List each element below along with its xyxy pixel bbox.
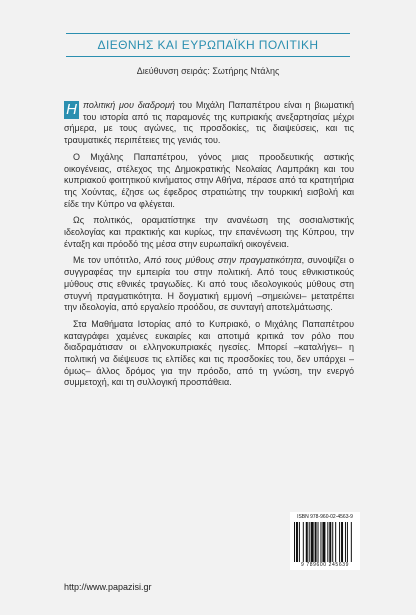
blurb-paragraph-4: Με τον υπότιτλο, Από τους μύθους στην πραγματικότητα, συνοψίζει ο συγγραφέας την εμπειρία του στην πολιτική. Από τους εθνικιστικούς μύθους στις εθνικές τραγωδίες. Κι από τους ιδεολογικούς μύθους στη στυγνή πραγματικότητα. Η δογματική εμμονή –σημειώνει– μετατρέπει την ιδεολογία, από εργαλείο προόδου, σε συνταγή αποτελμάτωσης. bbox=[64, 255, 355, 313]
barcode-bars-icon bbox=[294, 522, 356, 562]
isbn-barcode bbox=[290, 512, 360, 570]
blurb-paragraph-3: Ως πολιτικός, οραματίστηκε την ανανέωση της σοσιαλιστικής ιδεολογίας και πρακτικής και κυρίως, την επανένωση της Κύπρου, την ένταξη και πρόοδό της μέσα στην ευρωπαϊκή οικογένεια. bbox=[64, 215, 354, 249]
series-editor: Διεύθυνση σειράς: Σωτήρης Ντάλης bbox=[136, 66, 280, 76]
book-title-italic: πολιτική μου διαδρομή bbox=[83, 100, 175, 110]
blurb-paragraph-5: Στα Μαθήματα Ιστορίας από το Κυπριακό, ο Μιχάλης Παπαπέτρου καταγράφει χαμένες ευκαιρίες και αποτιμά κριτικά τον ρόλο που διαδραμάτισαν οι ελληνοκυπριακές ηγεσίες. Μπορεί –καταλήγει– η πολιτική να διέψευσε τις ελπίδες και τις προσδοκίες του, δεν υπάρχει –όμως– άλλος δρόμος για την πρόοδο, από τη γνώση, την ενεργό συμμετοχή, και τη συλλογική προσπάθεια. bbox=[64, 318, 354, 388]
blurb-text bbox=[64, 100, 354, 394]
publisher-url[interactable]: http://www.papazisi.gr bbox=[64, 582, 152, 592]
series-bottom-rule bbox=[66, 56, 350, 57]
barcode-digits: 9 789600 245639 bbox=[301, 562, 349, 568]
dropcap: Η bbox=[64, 101, 79, 119]
isbn-number: ISBN 978-960-02-4563-9 bbox=[297, 514, 353, 520]
blurb-paragraph-1: Η πολιτική μου διαδρομή του Μιχάλη Παπαπέτρου είναι η βιωματική του ιστορία από τις παραμονές της κυπριακής ανεξαρτησίας μέχρι σήμερα, με τους αγώνες, τις προσδοκίες, τις διαψεύσεις, και τις τραυματικές περιπέτειες της γενιάς του. bbox=[64, 100, 354, 146]
subtitle-italic: Από τους μύθους στην πραγματικότητα bbox=[144, 255, 302, 266]
blurb-paragraph-2: Ο Μιχάλης Παπαπέτρου, γόνος μιας προοδευτικής αστικής οικογένειας, στέλεχος της Δημοκρατικής Νεολαίας Λαμπράκη και του κυπριακού φοιτητικού κινήματος στην Αθήνα, πέρασε από τα κρατητήρια της Χούντας, έζησε ως έφεδρος στρατιώτης την τουρκική εισβολή και είδε την Κύπρο να φλέγεται. bbox=[64, 151, 354, 209]
series-top-rule bbox=[66, 33, 350, 34]
series-title: ΔΙΕΘΝΗΣ ΚΑΙ ΕΥΡΩΠΑΪΚΗ ΠΟΛΙΤΙΚΗ bbox=[97, 38, 319, 52]
